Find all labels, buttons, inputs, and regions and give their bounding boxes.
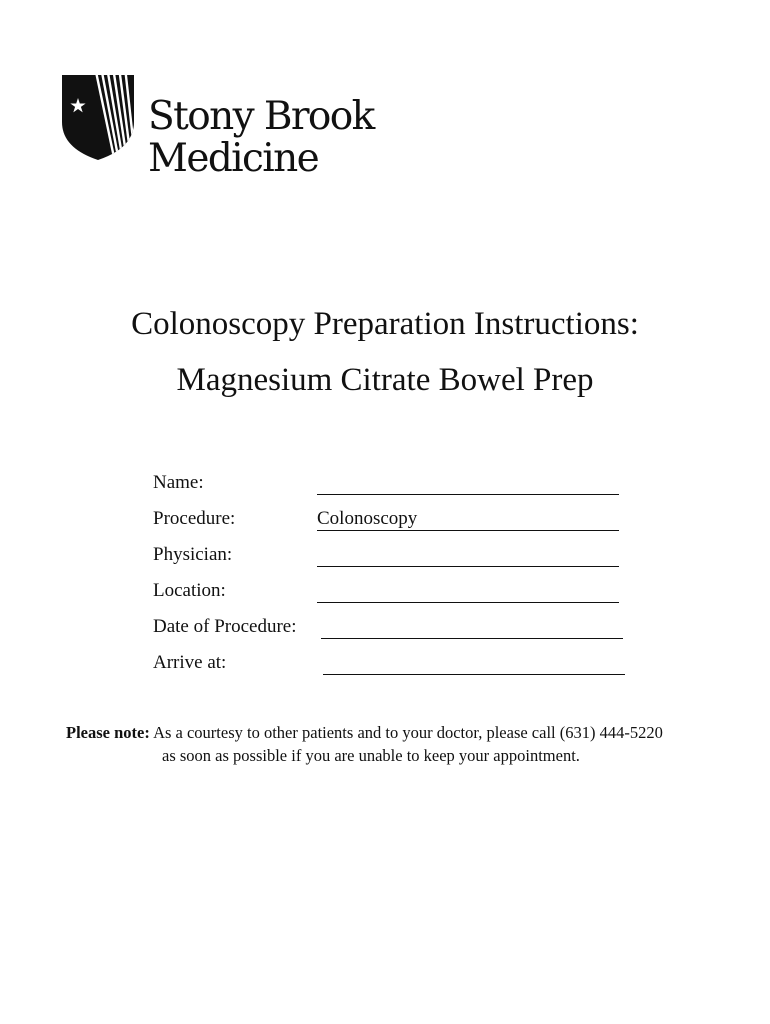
field-label-arrive-at: Arrive at: <box>153 652 227 673</box>
field-row-arrive-at <box>153 652 633 678</box>
please-note-label: Please note: <box>66 723 150 742</box>
field-label-physician: Physician: <box>153 544 233 565</box>
procedure-field[interactable] <box>317 508 619 531</box>
field-row-procedure <box>153 508 633 534</box>
field-row-physician <box>153 544 633 570</box>
document-title: Colonoscopy Preparation Instructions: <box>131 306 639 342</box>
arrive-at-field[interactable] <box>323 652 625 675</box>
logo-text-stony-brook: Stony Brook <box>148 94 374 139</box>
field-value-procedure: Colonoscopy <box>317 508 418 529</box>
field-label-procedure: Procedure: <box>153 508 236 529</box>
field-row-name <box>153 472 633 498</box>
please-note-text-line2: as soon as possible if you are unable to keep your appointment. <box>162 746 580 765</box>
location-field[interactable] <box>317 580 619 603</box>
please-note-paragraph <box>66 721 746 767</box>
stony-brook-medicine-logo <box>62 72 372 182</box>
document-subtitle: Magnesium Citrate Bowel Prep <box>176 362 594 398</box>
field-row-date-of-procedure <box>153 616 633 642</box>
name-field[interactable] <box>317 472 619 495</box>
physician-field[interactable] <box>317 544 619 567</box>
date-of-procedure-field[interactable] <box>321 616 623 639</box>
please-note-text-line1: As a courtesy to other patients and to your doctor, please call (631) 444-5220 <box>149 723 663 742</box>
field-label-date-of-procedure: Date of Procedure: <box>153 616 297 637</box>
field-row-location <box>153 580 633 606</box>
shield-star-icon <box>62 72 134 162</box>
field-label-location: Location: <box>153 580 226 601</box>
logo-text-medicine: Medicine <box>148 136 319 181</box>
field-label-name: Name: <box>153 472 204 493</box>
